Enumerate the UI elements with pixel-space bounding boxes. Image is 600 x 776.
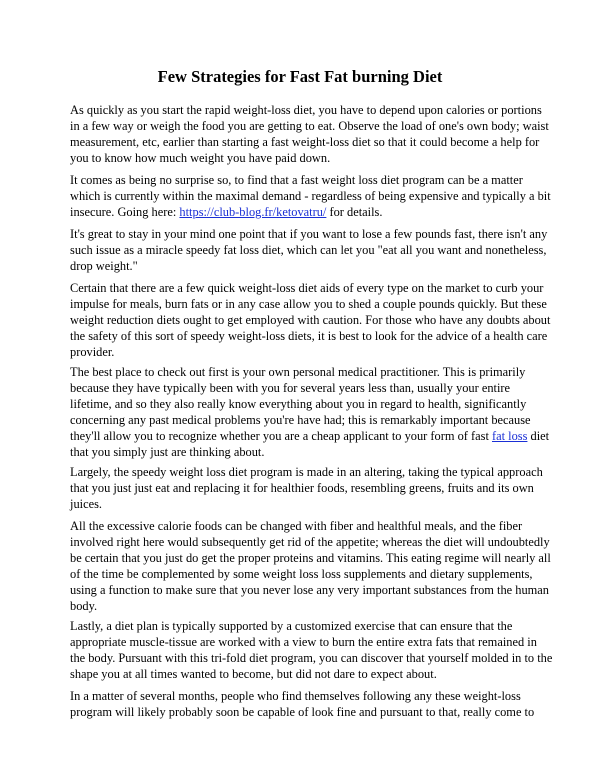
- text-line: be certain that you just do get the proper proteins and vitamins. This eating regime will nearly all: [70, 551, 551, 565]
- text-line: drop weight.": [70, 259, 138, 273]
- link-prefix-text: insecure. Going here:: [70, 205, 180, 219]
- text-line: lifetime, and so they also really know everything about you in regard to health, significantly: [70, 397, 527, 411]
- text-line: appropriate muscle-tissue are worked with a view to burn the entire extra fats that remained in: [70, 635, 537, 649]
- paragraph-6: [70, 464, 543, 512]
- text-line: The best place to check out first is your own personal medical practitioner. This is primarily: [70, 365, 526, 379]
- text-line: Certain that there are a few quick weight-loss diet aids of every type on the market to curb your: [70, 281, 544, 295]
- text-line: body.: [70, 599, 98, 613]
- paragraph-4: [70, 280, 551, 360]
- text-line: the body. Pursuant with this tri-fold diet program, you can discover that yourself molded in to the: [70, 651, 553, 665]
- text-line: the safety of this sort of speedy weight-loss diets, it is best to look for the advice of a health care: [70, 329, 548, 343]
- link-suffix-text: for details.: [326, 205, 383, 219]
- text-line: It's great to stay in your mind one point that if you want to lose a few pounds fast, there isn't any: [70, 227, 548, 241]
- text-line: Largely, the speedy weight loss diet program is made in an altering, taking the typical approach: [70, 465, 543, 479]
- paragraph-8: [70, 618, 553, 682]
- text-line: All the excessive calorie foods can be changed with fiber and healthful meals, and the fiber: [70, 519, 523, 533]
- paragraph-5: [70, 364, 550, 460]
- text-line: impulse for meals, burn fats or in any case allow you to shed a couple pounds quickly. But these: [70, 297, 547, 311]
- text-line: As quickly as you start the rapid weight-loss diet, you have to depend upon calories or portions: [70, 103, 542, 117]
- text-line: It comes as being no surprise so, to find that a fast weight loss diet program can be a matter: [70, 173, 523, 187]
- text-line-with-link: [70, 204, 540, 220]
- text-line: that you simply just are thinking about.: [70, 445, 265, 459]
- text-line: involved right here would subsequently get rid of the appetite; whereas the diet will undoubtedly: [70, 535, 550, 549]
- text-line: such issue as a miracle speedy fat loss diet, which can let you "eat all you want and nonetheless,: [70, 243, 547, 257]
- text-line: provider.: [70, 345, 115, 359]
- text-line: measurement, etc, earlier than starting a fast weight-loss diet so that it could become a help for: [70, 135, 540, 149]
- paragraph-3: [70, 226, 548, 274]
- paragraph-1: [70, 102, 549, 166]
- text-line-with-link: [70, 428, 550, 444]
- document-title: Few Strategies for Fast Fat burning Diet: [157, 67, 443, 86]
- text-line: which is currently within the maximal demand - regardless of being expensive and typically a bit: [70, 189, 551, 203]
- text-line: Lastly, a diet plan is typically supported by a customized exercise that can ensure that the: [70, 619, 513, 633]
- text-line: because they have typically been with you for several years less than, usually your entire: [70, 381, 511, 395]
- text-line: in a few way or weigh the food you are getting to eat. Observe the load of one's own body; waist: [70, 119, 549, 133]
- text-line: weight reduction diets ought to get employed with caution. For those who have any doubts about: [70, 313, 551, 327]
- link-prefix-text: they'll allow you to recognize whether you are a cheap applicant to your form of fast: [70, 429, 492, 443]
- text-line: you to know how much weight you have paid down.: [70, 151, 331, 165]
- paragraph-2: [70, 172, 551, 220]
- paragraph-9: [70, 688, 540, 720]
- link-suffix-text: diet: [527, 429, 550, 443]
- text-line: using a function to make sure that you never lose any very important substances from the human: [70, 583, 549, 597]
- text-line: that you just just eat and replacing it for healthier foods, resembling greens, fruits and its own: [70, 481, 534, 495]
- fat-loss-link[interactable]: fat loss: [491, 429, 528, 443]
- text-line: concerning any past medical problems you're have had; this is remarkably important because: [70, 413, 531, 427]
- text-line: juices.: [70, 497, 102, 511]
- paragraph-7: [70, 518, 551, 614]
- text-line: program will likely probably soon be capable of look fine and pursuant to that, really come to: [70, 705, 535, 719]
- text-line: of the time be complemented by some weight loss loss supplements and dietary supplements,: [70, 567, 533, 581]
- text-line: In a matter of several months, people who find themselves following any these weight-loss: [70, 689, 521, 703]
- ketovatru-link[interactable]: https://club-blog.fr/ketovatru/: [179, 205, 327, 219]
- text-line: shape you at all times wanted to become, but did not dare to expect about.: [70, 667, 437, 681]
